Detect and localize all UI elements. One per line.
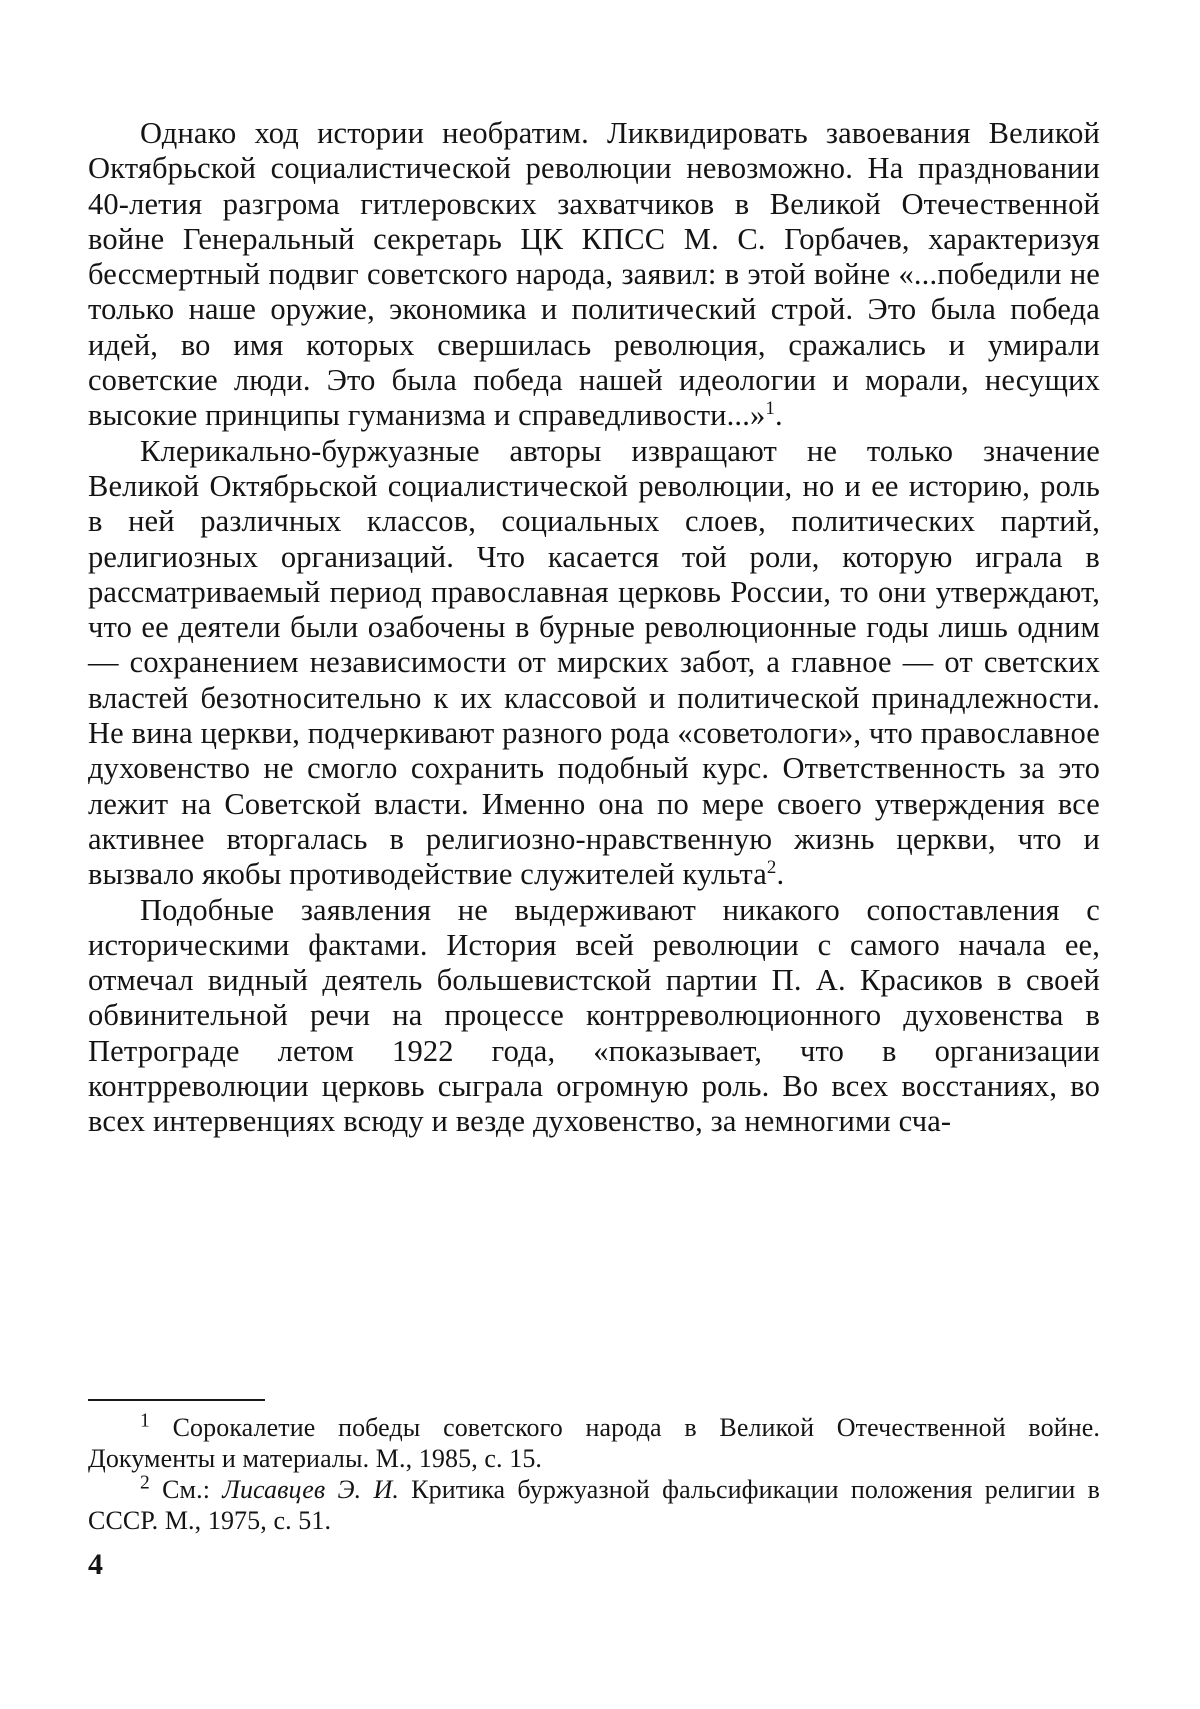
footnote-ref-1: 1 (765, 398, 775, 420)
paragraph-2-tail: . (776, 857, 785, 892)
footnote-2-text: Критика буржуазной фальсификации положения религии в СССР. М., 1975, с. 51. (88, 1475, 1101, 1535)
footnote-2-author: Лисавцев Э. И. (222, 1475, 399, 1504)
footnote-2 (88, 1474, 1100, 1536)
footnote-1-mark: 1 (140, 1410, 150, 1432)
page-number: 4 (88, 1548, 103, 1581)
footnote-1 (88, 1412, 1100, 1474)
footnote-2-prefix: См.: (162, 1475, 211, 1504)
paragraph-3 (88, 893, 1100, 1140)
paragraph-1-tail: . (774, 398, 783, 433)
paragraph-1 (88, 116, 1100, 434)
paragraph-2-text: Клерикально-буржуазные авторы извращают не только значение Великой Октябрьской социалистической революции, но и ее историю, роль в ней различных классов, социальных слоев, политических партий, религиозных организаций. Что касается той роли, которую играла в рассматриваемый период православная церковь России, то они утверждают, что ее деятели были озабочены в бурные революционные годы лишь одним — сохранением независимости от мирских забот, а главное — от светских властей безотносительно к их классовой и политической принадлежности. Не вина церкви, подчеркивают разного рода «советологи», что православное духовенство не смогло сохранить подобный курс. Ответственность за это лежит на Советской власти. Именно она по мере своего утверждения все активнее вторгалась в религиозно-нравственную жизнь церкви, что и вызвало якобы противодействие служителей культа (88, 433, 1100, 892)
paragraph-3-text: Подобные заявления не выдерживают никакого сопоставления с историческими фактами. История всей революции с самого начала ее, отмечал видный деятель большевистской партии П. А. Красиков в своей обвинительной речи на процессе контрреволюционного духовенства в Петрограде летом 1922 года, «показывает, что в организации контрреволюции церковь сыграла огромную роль. Во всех восстаниях, во всех интервенциях всюду и везде духовенство, за немногими сча- (88, 892, 1100, 1139)
footnote-1-text: Сорокалетие победы советского народа в Великой Отечественной войне. Документы и материалы. М., 1985, с. 15. (88, 1413, 1100, 1473)
footnote-divider (88, 1399, 265, 1401)
paragraph-2 (88, 434, 1100, 893)
main-text (88, 116, 1100, 1140)
footnote-2-mark: 2 (140, 1472, 150, 1494)
footnote-ref-2: 2 (766, 857, 777, 879)
footnotes (88, 1412, 1100, 1536)
paragraph-1-text: Однако ход истории необратим. Ликвидировать завоевания Великой Октябрьской социалистической революции невозможно. На праздновании 40-летия разгрома гитлеровских захватчиков в Великой Отечественной войне Генеральный секретарь ЦК КПСС М. С. Горбачев, характеризуя бессмертный подвиг советского народа, заявил: в этой войне «...победили не только наше оружие, экономика и политический строй. Это была победа идей, во имя которых свершилась революция, сражались и умирали советские люди. Это была победа нашей идеологии и морали, несущих высокие принципы гуманизма и справедливости...» (88, 116, 1100, 433)
